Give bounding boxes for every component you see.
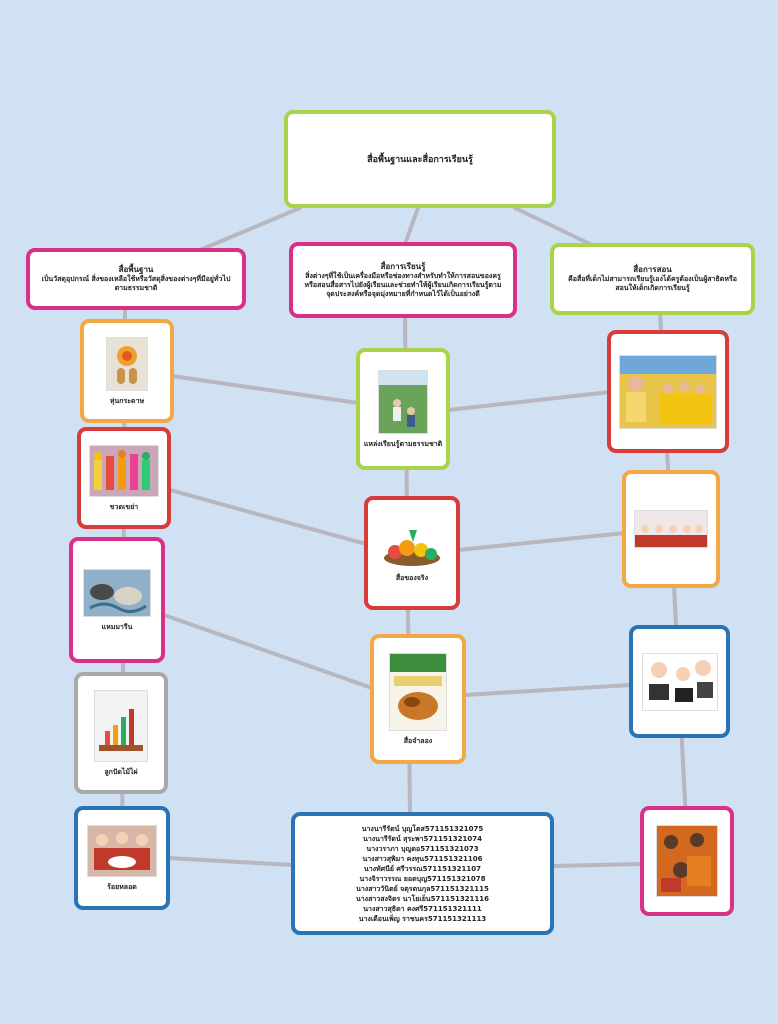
classroom-video-photo bbox=[634, 510, 708, 548]
node-label: สื่อของจริง bbox=[395, 573, 429, 582]
node-group-activity bbox=[640, 806, 734, 916]
category-description: สิ่งต่างๆที่ใช้เป็นเครื่องมือหรือช่องทางสำหรับทำให้การสอนของครูหรือสอนสื่อสารไปยังผู้เรียนและช่วยทำให้ผู้เรียนเกิดการเรียนรู้ตามจุดประสงค์หรือจุดมุ่งหมายที่กำหนดไว้ได้เป็นอย่างดี bbox=[304, 271, 502, 298]
fruit-basket-photo bbox=[379, 524, 445, 568]
paper-puppet-photo bbox=[106, 337, 148, 391]
shaker-bottles-photo bbox=[89, 445, 159, 497]
teacher-storytelling-photo bbox=[619, 355, 717, 429]
node-nature-learning bbox=[356, 348, 450, 470]
group-activity-photo bbox=[656, 825, 718, 897]
straw-threading-photo bbox=[87, 825, 157, 877]
diagram-title: สื่อพื้นฐานและสื่อการเรียนรู้ bbox=[367, 155, 473, 165]
author-name: นางนารีรัตน์ สุระพา571151321074 bbox=[363, 834, 482, 843]
node-shaker-bottles bbox=[77, 427, 171, 529]
author-name: นางเดือนเพ็ญ ราชนคร571151321113 bbox=[358, 914, 487, 923]
author-name: นางสาวสงจิตร นาโยเย็น571151321116 bbox=[355, 894, 490, 903]
bamboo-beads-photo bbox=[94, 690, 148, 762]
category-description: คือสื่อที่เด็กไม่สามารถเรียนรู้เองได้ครูต้องเป็นผู้สาธิตหรือสอนให้เด็กเกิดการเรียนรู้ bbox=[568, 275, 737, 292]
node-label: สื่อจำลอง bbox=[403, 736, 433, 745]
sea-creatures-photo bbox=[83, 569, 151, 617]
node-sea-creatures bbox=[69, 537, 165, 663]
node-model-media bbox=[370, 634, 466, 764]
author-name: นางวราภา บุญดอ571151321073 bbox=[366, 844, 479, 853]
model-poster-photo bbox=[389, 653, 447, 731]
node-label: แหล่งเรียนรู้ตามธรรมชาติ bbox=[363, 439, 443, 448]
author-name: นางสาววันิตย์ จตุรตนกุล571151321115 bbox=[356, 884, 489, 893]
authors-box bbox=[291, 812, 554, 935]
node-paper-puppet bbox=[80, 319, 174, 423]
category-teaching-media bbox=[550, 243, 755, 315]
node-teacher-storytelling bbox=[607, 330, 729, 453]
author-name: นางทัศนีย์ ศรีวรรณ571151321107 bbox=[363, 864, 482, 873]
category-basic-media bbox=[26, 248, 246, 310]
category-title: สื่อพื้นฐาน bbox=[118, 265, 154, 274]
author-name: นางสาวสุธิดา คงศรี571151321111 bbox=[363, 904, 482, 913]
author-name: นางจิราวรรณ ยอดบุญ571151321078 bbox=[359, 874, 486, 883]
node-label: แหมมารีน bbox=[101, 622, 133, 631]
nature-field-photo bbox=[378, 370, 428, 434]
node-real-objects bbox=[364, 496, 460, 610]
node-label: หุ่นกระดาษ bbox=[109, 396, 145, 405]
children-tablets-photo bbox=[642, 653, 718, 711]
author-name: นางนารีรัตน์ บุญโตส571151321075 bbox=[361, 824, 484, 833]
node-classroom-video bbox=[622, 470, 720, 588]
node-label: ร้อยหลอด bbox=[107, 882, 137, 891]
node-children-tablets bbox=[629, 625, 730, 738]
node-bamboo-beads bbox=[74, 672, 168, 794]
category-learning-media bbox=[289, 242, 517, 318]
node-label: ขวดเขย่า bbox=[109, 502, 139, 511]
category-title: สื่อการสอน bbox=[633, 265, 672, 274]
node-label: ลูกปัดไม้ไผ่ bbox=[104, 767, 138, 776]
author-name: นางสาวสุพิมา คงทุน571151321106 bbox=[362, 854, 483, 863]
node-straw-threading bbox=[74, 806, 170, 910]
authors-list bbox=[356, 824, 489, 924]
category-description: เป็นวัสดุอุปกรณ์ สิ่งของเหลือใช้หรือวัสดุสิ่งของต่างๆที่มีอยู่ทั่วไปตามธรรมชาติ bbox=[41, 275, 231, 292]
category-title: สื่อการเรียนรู้ bbox=[380, 261, 426, 271]
title-box bbox=[284, 110, 556, 208]
